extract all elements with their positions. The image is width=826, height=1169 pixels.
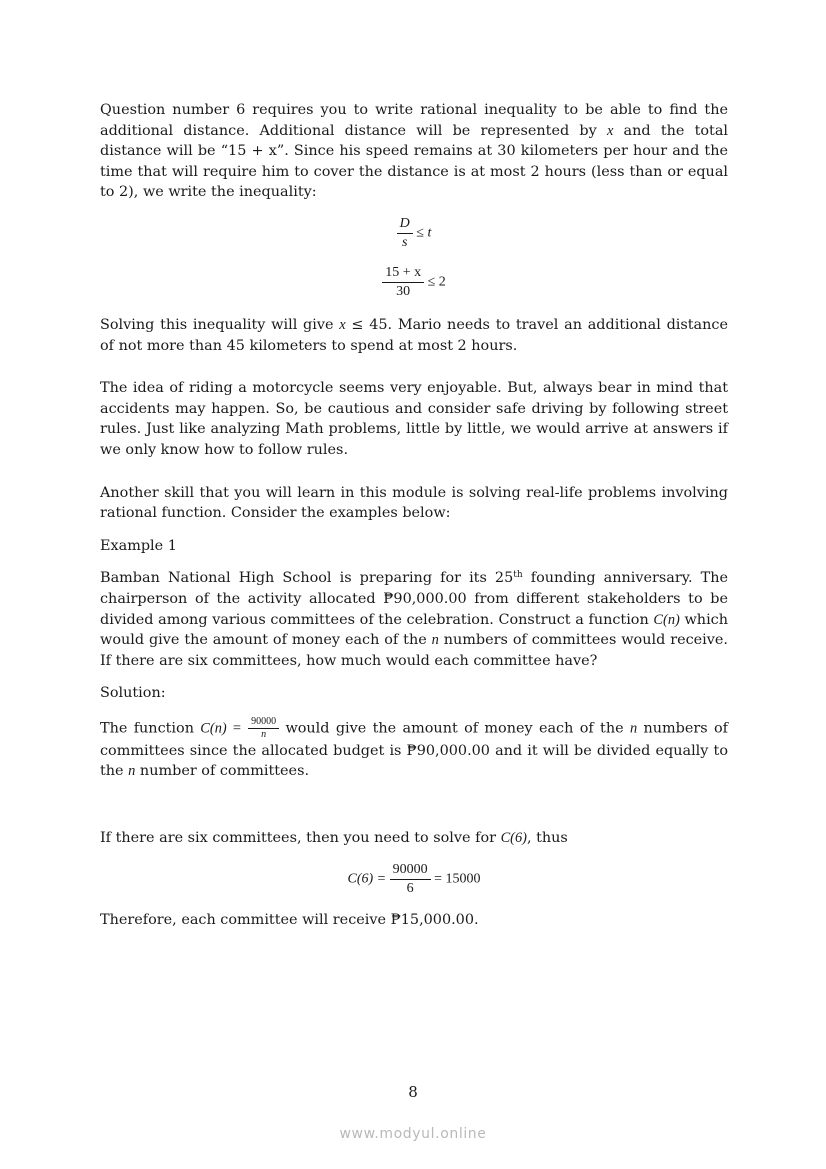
equation-distance-speed-time: $\frac{D}{s}$ ≤ t (100, 215, 728, 252)
paragraph-function-definition: The function C(n) = $\frac{90000}{n}$ would give the amount of money each of the n numbers of committees since the allocated budget is ₱90,000.00 and it will be divided equally to the n number of committees. (100, 715, 728, 780)
example-label: Example 1 (100, 537, 177, 554)
paragraph-solution-result: Solving this inequality will give x ≤ 45. Mario needs to travel an additional distance of not more than 45 kilometers to spend at most 2 hours. (100, 316, 728, 354)
equation-inequality: $\frac{15 + x}{30}$ ≤ 2 (100, 264, 728, 301)
equation-c6: C(6) = $\frac{90000}{6}$ = 15000 (347, 861, 481, 896)
page-number: 8 (408, 1083, 418, 1101)
solution-label: Solution: (100, 685, 166, 702)
paragraph-another-skill: Another skill that you will learn in this module is solving real-life problems involving rational function. Consider the examples below: (100, 484, 728, 522)
paragraph-rational-inequality: Question number 6 requires you to write rational inequality to be able to find the additional distance. Additional distance will be represented by x and the total distance will be “15 + x”. Since his speed remains at 30 kilometers per hour and the time that will require him to cover the distance is at most 2 hours (less than or equal to 2), we write the inequality: (100, 102, 729, 201)
paragraph-example-problem: Bamban National High School is preparing for its 25th founding anniversary. The chairperson of the activity allocated ₱90,000.00 from different stakeholders to be divided among various committees of the celebration. Construct a function C(n) which would give the amount of money each of the n numbers of committees would receive. If there are six committees, how much would each committee have? (100, 570, 728, 669)
paragraph-six-committees: If there are six committees, then you need to solve for C(6), thus (100, 830, 568, 847)
paragraph-motorcycle-safety: The idea of riding a motorcycle seems very enjoyable. But, always bear in mind that accidents may happen. So, be cautious and consider safe driving by following street rules. Just like analyzing Math problems, little by little, we would arrive at answers if we only know how to follow rules. (100, 380, 728, 458)
paragraph-conclusion: Therefore, each committee will receive ₱15,000.00. (100, 911, 479, 928)
watermark: www.modyul.online (339, 1126, 487, 1142)
page-content (100, 100, 728, 930)
